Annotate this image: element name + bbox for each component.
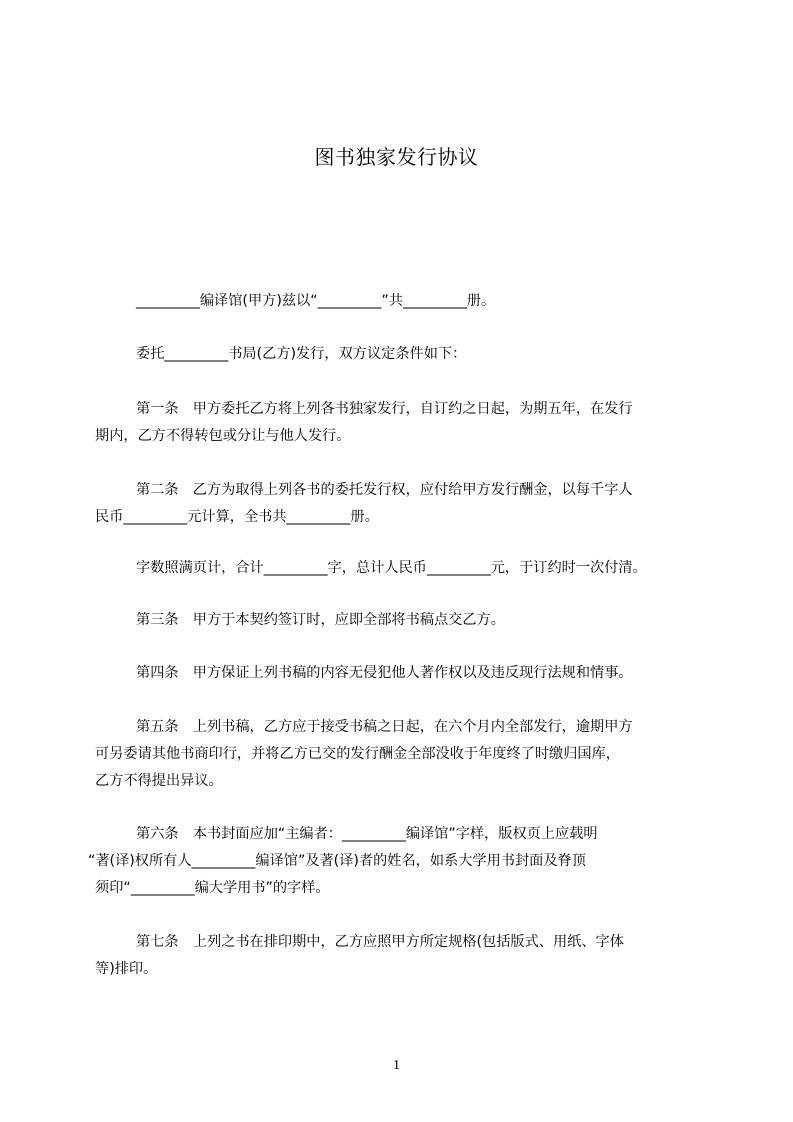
article-7-line-2: 等)排印。 bbox=[95, 961, 158, 977]
article-5-line-1: 第五条 上列书稿，乙方应于接受书稿之日起，在六个月内全部发行，逾期甲方 bbox=[136, 719, 633, 735]
article-3-line-1: 第三条 甲方于本契约签订时，应即全部将书稿点交乙方。 bbox=[136, 612, 505, 628]
article-6-line-2: “著(译)权所有人_________编译馆”及著(译)者的姓名，如系大学用书封面及脊顶 bbox=[88, 853, 586, 869]
article-6-line-3: 须印“_________编大学用书”的字样。 bbox=[95, 880, 330, 896]
paragraph-line-intro-1: _________编译馆(甲方)兹以“_________”共_________册。 bbox=[136, 293, 496, 309]
article-6-line-1: 第六条 本书封面应加“主编者：_________编译馆”字样，版权页上应载明 bbox=[136, 826, 598, 842]
page-number: 1 bbox=[393, 1058, 400, 1073]
article-2-line-1: 第二条 乙方为取得上列各书的委托发行权，应付给甲方发行酬金，以每千字人 bbox=[136, 482, 633, 498]
article-2-line-2: 民币_________元计算，全书共_________册。 bbox=[95, 509, 379, 525]
article-1-line-2: 期内，乙方不得转包或分让与他人发行。 bbox=[95, 428, 351, 444]
article-5-line-2: 可另委请其他书商印行，并将乙方已交的发行酬金全部没收于年度终了时缴归国库， bbox=[95, 746, 620, 762]
page-title: 图书独家发行协议 bbox=[314, 145, 479, 169]
article-7-line-1: 第七条 上列之书在排印期中，乙方应照甲方所定规格(包括版式、用纸、字体 bbox=[136, 934, 624, 950]
article-4-line-1: 第四条 甲方保证上列书稿的内容无侵犯他人著作权以及违反现行法规和情事。 bbox=[136, 665, 633, 681]
article-5-line-3: 乙方不得提出异议。 bbox=[95, 773, 223, 789]
article-2-line-3: 字数照满页计，合计_________字，总计人民币_________元，于订约时一次付清。 bbox=[136, 560, 647, 576]
article-1-line-1: 第一条 甲方委托乙方将上列各书独家发行，自订约之日起，为期五年，在发行 bbox=[136, 401, 633, 417]
paragraph-line-intro-2: 委托_________书局(乙方)发行，双方议定条件如下： bbox=[136, 346, 467, 362]
